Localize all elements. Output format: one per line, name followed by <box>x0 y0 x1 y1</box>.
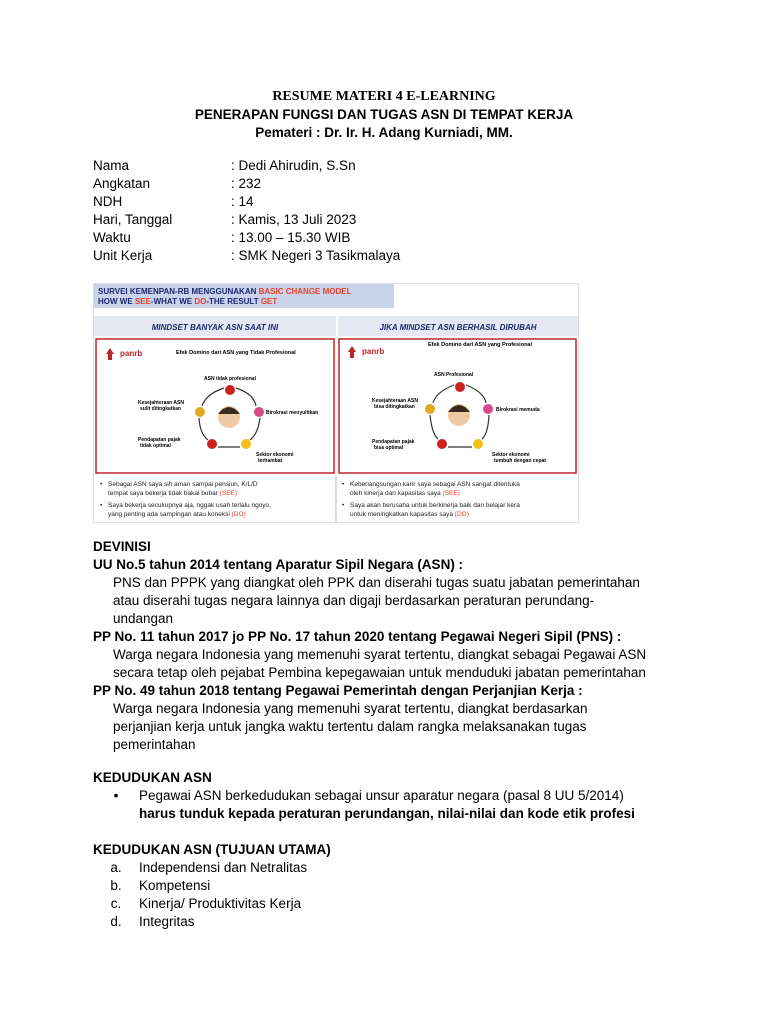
info-label: Hari, Tanggal <box>93 212 173 227</box>
left-bullets <box>100 481 271 518</box>
definition-line: atau diserahi tugas negara lainnya dan digaji berdasarkan peraturan perundang- <box>113 593 595 608</box>
bullet-text: Saya akan berusaha untuk berkinerja baik dan belajar kera <box>350 502 520 509</box>
definition-line: pemerintahan <box>113 737 196 752</box>
node-label: Pendapatan pajak <box>372 439 415 445</box>
node-label: Sektor ekonomi <box>492 452 530 458</box>
info-value: : 232 <box>231 176 262 191</box>
list-marker: b. <box>110 878 122 893</box>
node-dot <box>241 439 251 449</box>
node-label: bisa ditingkatkan <box>374 404 415 410</box>
bullet-text: Sebagai ASN saya sih aman sampai pensiun, K/L/D <box>108 481 258 488</box>
node-dot <box>207 439 217 449</box>
info-value: : SMK Negeri 3 Tasikmalaya <box>231 248 401 263</box>
node-dot <box>455 382 465 392</box>
info-value: : Kamis, 13 Juli 2023 <box>231 212 357 227</box>
node-dot <box>437 439 447 449</box>
info-row <box>93 194 400 212</box>
bullet-text: oleh kinerja dan kapasitas saya (SEE) <box>350 490 460 497</box>
list-item-text: Independensi dan Netralitas <box>139 860 308 875</box>
list-item <box>93 895 675 913</box>
banner-line-2: HOW WE SEE-WHAT WE DO-THE RESULT GET <box>98 297 278 306</box>
banner-line-1: SURVEI KEMENPAN-RB MENGGUNAKAN BASIC CHANGE MODEL <box>98 287 352 296</box>
node-dot <box>425 404 435 414</box>
node-label: Pendapatan pajak <box>138 437 181 443</box>
list-item <box>93 787 675 823</box>
bullet-mark: • <box>342 502 345 509</box>
info-label: Angkatan <box>93 176 151 191</box>
list-item <box>93 913 675 931</box>
list-item-text: Kompetensi <box>139 878 211 893</box>
info-label: Nama <box>93 158 130 173</box>
bullet-mark: • <box>113 788 119 803</box>
node-label: Kesejahteraan ASN <box>138 400 184 406</box>
definition-line: PNS dan PPPK yang diangkat oleh PPK dan diserahi tugas suatu jabatan pemerintahan <box>113 575 640 590</box>
bullet-text: untuk meningkatkan kapasitas saya (DO) <box>350 511 469 518</box>
info-value: : 14 <box>231 194 254 209</box>
doc-title: RESUME MATERI 4 E-LEARNING <box>272 89 496 104</box>
info-row <box>93 212 400 230</box>
definition-line: perjanjian kerja untuk jangka waktu tertentu dalam rangka melaksanakan tugas <box>113 719 587 734</box>
info-row <box>93 248 400 266</box>
identity-block <box>93 158 400 266</box>
doc-subtitle: PENERAPAN FUNGSI DAN TUGAS ASN DI TEMPAT KERJA <box>194 107 574 122</box>
info-value: : 13.00 – 15.30 WIB <box>231 230 351 245</box>
panrb-logo-text: panrb <box>120 349 143 358</box>
node-label: tumbuh dengan cepat <box>494 458 546 464</box>
survey-figure-graphic <box>94 284 578 522</box>
devinisi-section <box>93 538 675 754</box>
info-row <box>93 158 400 176</box>
definition-line: secara tetap oleh pejabat Pembina kepegawaian untuk menduduki jabatan pemerintahan <box>113 665 646 680</box>
section-heading: DEVINISI <box>93 539 151 554</box>
survey-figure <box>93 283 579 523</box>
left-column-title: MINDSET BANYAK ASN SAAT INI <box>151 323 279 332</box>
section-heading: KEDUDUKAN ASN (TUJUAN UTAMA) <box>93 842 331 857</box>
node-label: Birokrasi menyulitkan <box>266 410 319 416</box>
definition-title: PP No. 49 tahun 2018 tentang Pegawai Pemerintah dengan Perjanjian Kerja : <box>93 683 583 698</box>
list-marker: d. <box>110 914 122 929</box>
bullet-text: tempat saya bekerja tidak bakal bubar (SEE) <box>108 490 237 497</box>
right-subtitle: Efek Domino dari ASN yang Profesional <box>428 342 533 348</box>
node-label: bisa optimal <box>374 445 404 451</box>
definition-line: undangan <box>113 611 174 626</box>
node-label: tidak optimal <box>140 443 171 449</box>
node-dot <box>473 439 483 449</box>
definition-title: PP No. 11 tahun 2017 jo PP No. 17 tahun 2020 tentang Pegawai Negeri Sipil (PNS) : <box>93 629 622 644</box>
bullet-mark: • <box>342 481 345 488</box>
doc-presenter: Pemateri : Dr. Ir. H. Adang Kurniadi, MM. <box>255 125 513 140</box>
bullet-mark: • <box>100 502 103 509</box>
list-item-text: Pegawai ASN berkedudukan sebagai unsur aparatur negara (pasal 8 UU 5/2014) harus tunduk kepada peraturan perundangan, nilai-nilai dan kode etik profesi <box>139 788 635 821</box>
list-marker: c. <box>110 896 122 911</box>
info-value: : Dedi Ahirudin, S.Sn <box>231 158 356 173</box>
kedudukan-section <box>93 769 675 823</box>
definition-line: Warga negara Indonesia yang memenuhi syarat tertentu, diangkat sebagai Pegawai ASN <box>113 647 647 662</box>
node-label: ASN tidak profesional <box>204 376 256 382</box>
node-label: ASN Profesional <box>434 372 474 378</box>
bullet-text: yang penting ada sampingan atau koneksi (DO) <box>108 511 246 518</box>
info-label: Unit Kerja <box>93 248 153 263</box>
node-label: Birokrasi memuda <box>496 407 540 413</box>
node-dot <box>225 385 235 395</box>
list-item <box>93 877 675 895</box>
node-dot <box>254 407 264 417</box>
left-subtitle: Efek Domino dari ASN yang Tidak Profesional <box>176 350 296 356</box>
node-label: Kesejahteraan ASN <box>372 398 418 404</box>
list-item-text: Kinerja/ Produktivitas Kerja <box>139 896 302 911</box>
node-label: Sektor ekonomi <box>256 452 294 458</box>
node-label: terhambat <box>258 458 283 464</box>
left-panel <box>96 339 334 473</box>
bullet-text: Keberlangsungan karir saya sebagai ASN sangat ditentuka <box>350 481 520 488</box>
definition-title: UU No.5 tahun 2014 tentang Aparatur Sipil Negara (ASN) : <box>93 557 464 572</box>
right-bullets <box>342 481 520 518</box>
definition-line: Warga negara Indonesia yang memenuhi syarat tertentu, diangkat berdasarkan <box>113 701 588 716</box>
bullet-mark: • <box>100 481 103 488</box>
info-label: NDH <box>93 194 123 209</box>
bullet-text: Saya bekerja secukupnya aja, nggak usah terlalu ngoyo, <box>108 502 271 509</box>
list-item <box>93 859 675 877</box>
tujuan-section <box>93 841 675 931</box>
node-dot <box>195 407 205 417</box>
info-row <box>93 230 400 248</box>
ordered-list <box>93 859 675 931</box>
node-dot <box>483 404 493 414</box>
right-column-title: JIKA MINDSET ASN BERHASIL DIRUBAH <box>379 323 537 332</box>
info-row <box>93 176 400 194</box>
section-heading: KEDUDUKAN ASN <box>93 770 212 785</box>
list-item-text: Integritas <box>139 914 195 929</box>
node-label: sulit ditingkatkan <box>140 406 182 412</box>
panrb-logo-text: panrb <box>362 347 385 356</box>
info-label: Waktu <box>93 230 131 245</box>
list-marker: a. <box>110 860 122 875</box>
